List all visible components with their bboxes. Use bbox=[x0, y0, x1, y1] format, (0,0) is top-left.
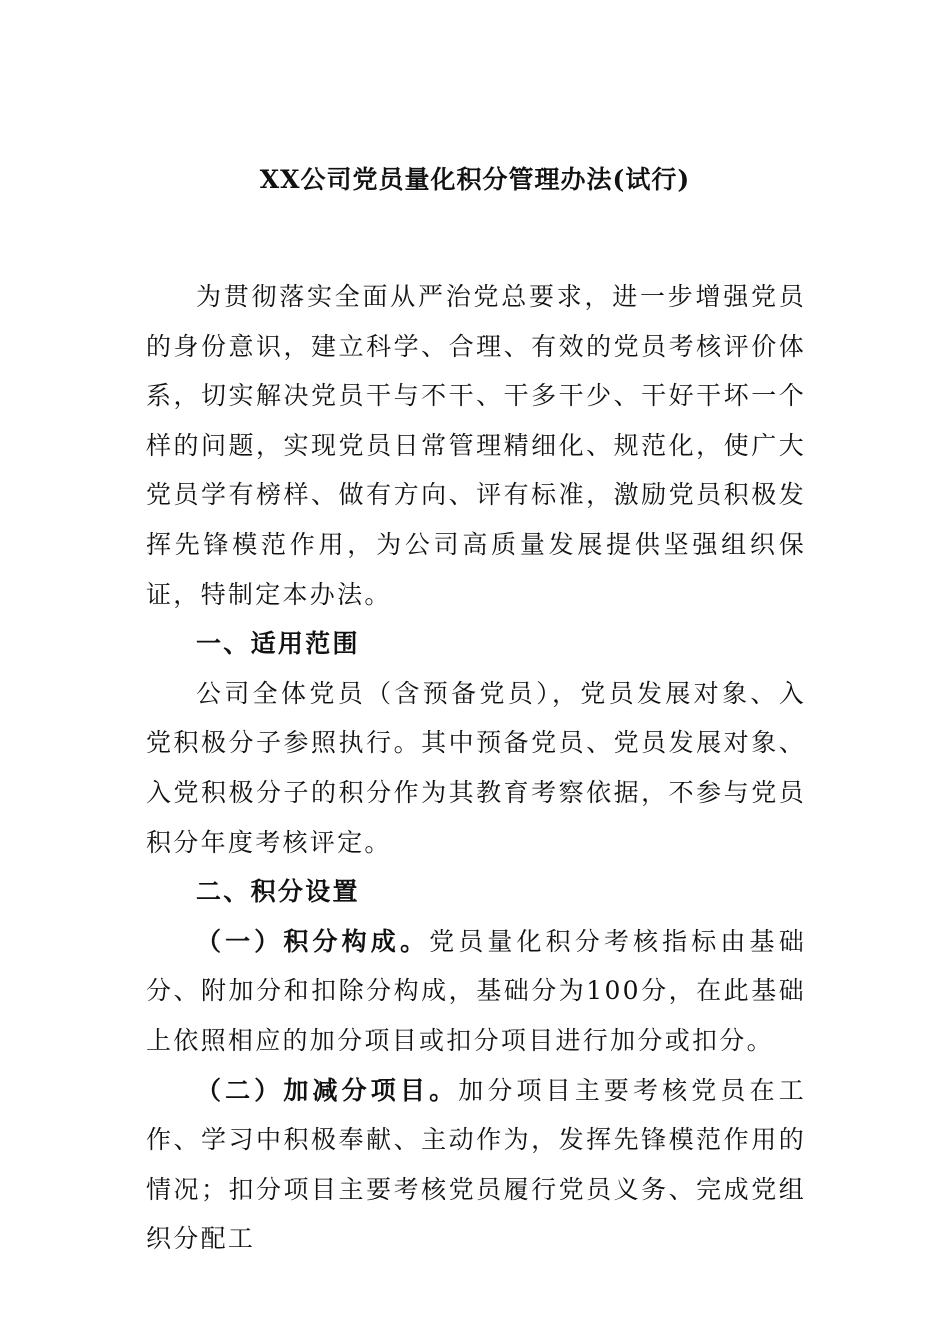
document-title: XX公司党员量化积分管理办法(试行) bbox=[259, 165, 691, 194]
points-items-paragraph bbox=[146, 1066, 806, 1264]
points-items-lead: （二）加减分项目。 bbox=[196, 1075, 459, 1105]
points-composition-lead: （一）积分构成。 bbox=[196, 926, 430, 956]
points-composition-paragraph bbox=[146, 917, 806, 1066]
points-items-text: 加分项目主要考核党员在工作、学习中积极奉献、主动作为，发挥先锋模范作用的情况；扣分项目主要考核党员履行党员义务、完成党组织分配工 bbox=[146, 1075, 806, 1254]
section-heading-points: 二、积分设置 bbox=[196, 877, 360, 907]
section-heading-scope: 一、适用范围 bbox=[196, 629, 360, 659]
scope-paragraph: 公司全体党员（含预备党员），党员发展对象、入党积极分子参照执行。其中预备党员、党员发展对象、入党积极分子的积分作为其教育考察依据，不参与党员积分年度考核评定。 bbox=[146, 678, 806, 857]
intro-paragraph: 为贯彻落实全面从严治党总要求，进一步增强党员的身份意识，建立科学、合理、有效的党员考核评价体系，切实解决党员干与不干、干多干少、干好干坏一个样的问题，实现党员日常管理精细化、规范化，使广大党员学有榜样、做有方向、评有标准，激励党员积极发挥先锋模范作用，为公司高质量发展提供坚强组织保证，特制定本办法。 bbox=[146, 282, 806, 609]
points-composition-text: 党员量化积分考核指标由基础分、附加分和扣除分构成，基础分为100分，在此基础上依照相应的加分项目或扣分项目进行加分或扣分。 bbox=[146, 926, 806, 1055]
document-body bbox=[146, 272, 806, 1264]
